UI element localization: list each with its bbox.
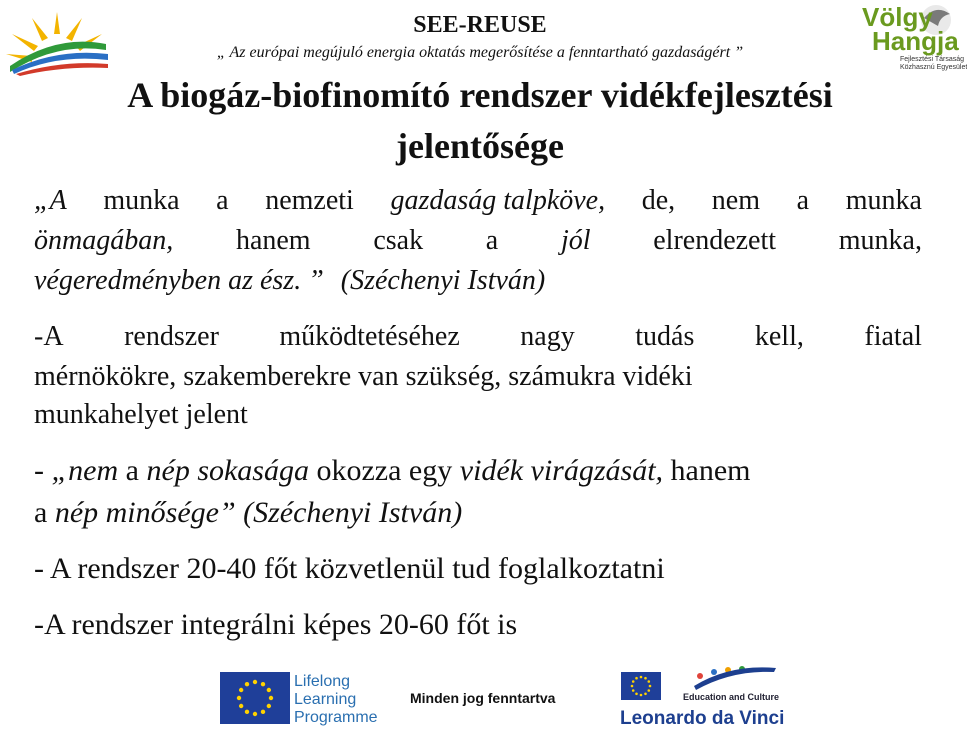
eu-star xyxy=(253,680,257,684)
llp-logo-text: Lifelong Learning Programme xyxy=(294,673,378,726)
para1-line-2: mérnökökre, szakemberekre van szükség, számukra vidéki xyxy=(34,361,693,392)
volgy-hangja-logo xyxy=(846,0,967,80)
eu-star xyxy=(640,676,643,679)
para1-line-3: munkahelyet jelent xyxy=(34,399,248,430)
eu-star xyxy=(261,710,265,714)
quote-line-3: végeredményben az ész. ” (Széchenyi István) xyxy=(34,265,546,296)
eu-star xyxy=(631,685,634,688)
eu-star xyxy=(253,712,257,716)
leonardo-people-icon xyxy=(690,662,780,692)
eu-star xyxy=(644,692,647,695)
eu-star xyxy=(635,692,638,695)
bullet-4: -A rendszer integrálni képes 20-60 főt is xyxy=(34,608,518,641)
eu-star xyxy=(267,704,271,708)
eu-star xyxy=(267,688,271,692)
slide-title-line-2: jelentősége xyxy=(396,126,564,166)
eu-star xyxy=(635,677,638,680)
eu-star xyxy=(261,682,265,686)
para2-line-2: a nép minősége” (Széchenyi István) xyxy=(34,496,463,529)
slide-title-line-1: A biogáz-biofinomító rendszer vidékfejlesztési xyxy=(127,75,833,115)
eu-star xyxy=(269,696,273,700)
eu-star xyxy=(245,682,249,686)
header-subtitle: „ Az európai megújuló energia oktatás megerősítése a fenntartható gazdaságért ” xyxy=(216,44,744,61)
eu-star xyxy=(632,680,635,683)
eu-star xyxy=(245,710,249,714)
leonardo-da-vinci-text: Leonardo da Vinci xyxy=(620,708,785,729)
quote-line-2: önmagában, hanem csak a jól elrendezett munka, xyxy=(34,225,922,256)
education-culture-text: Education and Culture xyxy=(683,692,780,702)
quote-line-1: „A munka a nemzeti gazdaság talpköve, de, nem a munka xyxy=(34,185,922,216)
eu-star xyxy=(640,694,643,697)
eu-flag-small-icon xyxy=(621,672,661,700)
eu-flag-icon xyxy=(220,672,290,724)
bullet-3: - A rendszer 20-40 főt közvetlenül tud foglalkoztatni xyxy=(34,552,665,585)
logo-caption: Fejlesztési Társaság Közhasznú Egyesület xyxy=(900,56,967,71)
copyright-text: Minden jog fenntartva xyxy=(410,690,556,706)
logo-word-1: Völgy xyxy=(862,2,933,32)
eu-star xyxy=(239,704,243,708)
eu-star xyxy=(632,689,635,692)
header-title: SEE-REUSE xyxy=(413,12,547,38)
eu-star xyxy=(237,696,241,700)
logo-word-2: Hangja xyxy=(872,26,959,56)
eu-star xyxy=(649,685,652,688)
eu-star xyxy=(644,677,647,680)
para2-line-1: - „nem a nép sokasága okozza egy vidék virágzását, hanem xyxy=(34,454,751,487)
para1-line-1: -A rendszer működtetéséhez nagy tudás kell, fiatal xyxy=(34,321,922,352)
eu-star xyxy=(647,689,650,692)
eu-star xyxy=(239,688,243,692)
eu-star xyxy=(647,680,650,683)
